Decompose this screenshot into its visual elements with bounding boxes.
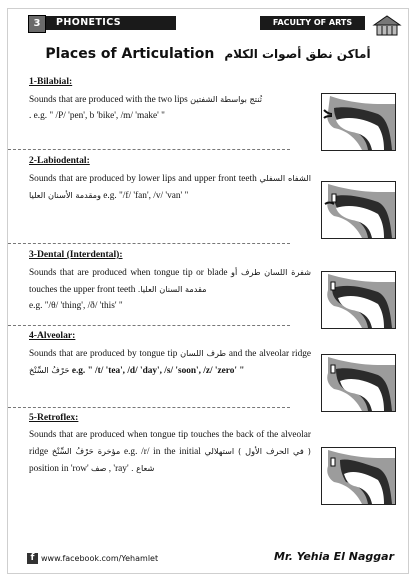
description-arabic: تُنتج بواسطة الشفتين xyxy=(190,94,262,104)
alveolar-diagram xyxy=(321,354,396,412)
faculty-logo-icon xyxy=(372,13,402,37)
author-name: Mr. Yehia El Naggar xyxy=(273,550,394,563)
examples-text: e.g. /r/ in the initial xyxy=(123,447,201,457)
description-english: Sounds that are produced when tongue tip or blade xyxy=(29,268,228,278)
page-number: 3 xyxy=(28,15,46,33)
section-dental xyxy=(29,248,311,314)
description-arabic: طرف أو xyxy=(231,267,261,277)
description-arabic: استهلالي xyxy=(204,446,235,456)
examples-text: . e.g. " /P/ 'pen', b 'bike', /m/ 'make' " xyxy=(29,111,165,121)
section-heading: 3-Dental (Interdental): xyxy=(29,249,123,260)
section-description xyxy=(29,91,311,124)
description-arabic: مقدمة السنان العليا. xyxy=(137,284,207,294)
description-arabic: حَرْفُ السِّنْخ xyxy=(29,365,70,375)
examples-text: e.g. "/f/ 'fan', /v/ 'van' " xyxy=(103,191,189,201)
facebook-icon: f xyxy=(27,553,38,564)
facebook-link[interactable]: www.facebook.com/Yehamlet xyxy=(41,554,159,563)
retroflex-diagram xyxy=(321,447,396,505)
description-english: touches the upper front teeth xyxy=(29,285,136,295)
description-english: Sounds that are produced by tongue tip xyxy=(29,349,178,359)
faculty-label: FACULTY OF ARTS xyxy=(260,16,365,30)
description-arabic: الشفاه السفلي ومقدمة الأسنان العليا xyxy=(29,173,311,200)
description-arabic: ( في الحرف الأول ) xyxy=(237,446,312,456)
section-retroflex xyxy=(29,411,311,477)
document-page xyxy=(7,8,409,574)
section-divider xyxy=(8,149,290,150)
description-arabic: صف xyxy=(90,463,107,473)
examples-text: , 'ray' xyxy=(108,464,129,474)
subject-bar xyxy=(28,16,176,30)
examples-text: position in 'row' xyxy=(29,464,89,474)
page-footer xyxy=(8,549,408,569)
section-description xyxy=(29,170,311,204)
section-heading: 2-Labiodental: xyxy=(29,155,90,166)
labiodental-diagram xyxy=(321,181,396,239)
section-divider xyxy=(8,243,290,244)
description-arabic: طرف اللسان xyxy=(180,348,227,358)
section-description xyxy=(29,264,311,314)
dental-diagram xyxy=(321,271,396,329)
section-description xyxy=(29,427,311,477)
description-english: Sounds that are produced when tongue tip touches the back of the alveolar ridge xyxy=(29,430,311,457)
subject-label: PHONETICS xyxy=(56,17,122,28)
page-header xyxy=(8,9,408,35)
description-english: and the alveolar ridge xyxy=(228,349,312,359)
description-english: Sounds that are produced with the two lips xyxy=(29,95,188,105)
section-heading: 1-Bilabial: xyxy=(29,76,73,87)
section-heading: 4-Alveolar: xyxy=(29,330,76,341)
examples-text: e.g. "/θ/ 'thing', /ð/ 'this' " xyxy=(29,301,123,311)
description-arabic: شعاع . xyxy=(130,463,155,473)
section-divider xyxy=(8,325,290,326)
section-description xyxy=(29,345,311,379)
page-title-english: Places of Articulation xyxy=(45,46,215,62)
page-title-arabic: أماكن نطق أصوات الكلام xyxy=(224,47,371,61)
description-english: Sounds that are produced by lower lips and upper front teeth xyxy=(29,174,257,184)
description-arabic: شفرة اللسان xyxy=(264,267,311,277)
section-alveolar xyxy=(29,329,311,379)
section-bilabial xyxy=(29,75,311,124)
description-arabic: مؤخرة حَرْفُ السِّنْخ xyxy=(51,446,121,456)
examples-text: e.g. " /t/ 'tea', /d/ 'day', /s/ 'soon', /z/ 'zero' " xyxy=(71,366,245,376)
section-labiodental xyxy=(29,154,311,204)
section-divider xyxy=(8,407,290,408)
bilabial-diagram xyxy=(321,93,396,151)
page-title xyxy=(8,45,408,63)
section-heading: 5-Retroflex: xyxy=(29,412,79,423)
